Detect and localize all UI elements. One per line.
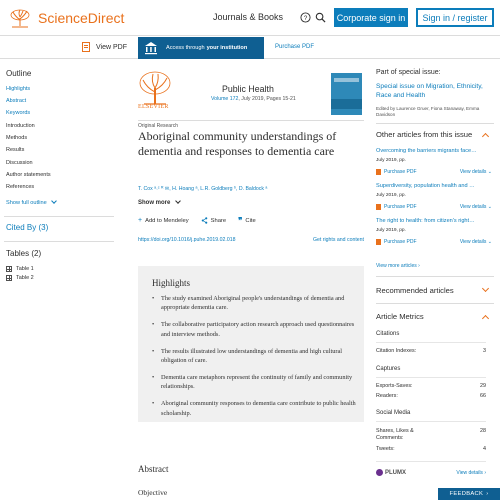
purchase-pdf-link[interactable] (376, 169, 417, 175)
chevron-up-icon (482, 133, 489, 140)
purchase-pdf-link[interactable] (376, 239, 417, 245)
tweets-row (376, 446, 486, 452)
social-media-label: Social Media (376, 410, 411, 416)
view-pdf-button[interactable] (82, 42, 127, 52)
view-details-label: View details (456, 470, 483, 476)
journal-volume (211, 96, 296, 102)
recommended-title: Recommended articles (376, 286, 454, 295)
plus-icon: + (138, 217, 143, 224)
volume-pages: , July 2019, Pages 15-21 (238, 96, 296, 102)
purchase-pdf-label: Purchase PDF (384, 169, 417, 175)
article-toolbar (0, 37, 500, 59)
purchase-pdf-label: Purchase PDF (384, 239, 417, 245)
sciencedirect-logo[interactable] (8, 8, 124, 28)
feedback-arrow-icon: › (486, 491, 489, 497)
author-list[interactable]: T. Cox ᵃ˒ᶜ ᴿ ✉, H. Hoang ᵃ, L.R. Goldberg ᵇ, D. Baldock ᵃ (138, 186, 268, 192)
highlight-item: • The study examined Aboriginal people's understandings of dementia and appropriate dementia care. (152, 294, 357, 313)
article-actions (138, 216, 256, 225)
cited-by-link[interactable]: Cited By (3) (6, 223, 49, 232)
outline-item-keywords[interactable]: Keywords (6, 110, 31, 116)
elsevier-logo-icon (138, 67, 172, 109)
special-issue-label: Part of special issue: (376, 69, 441, 76)
pdf-icon (82, 42, 91, 52)
access-prefix: Access through (166, 45, 205, 51)
citation-indexes-value: 3 (483, 348, 486, 354)
pdf-icon (376, 204, 381, 210)
feedback-label: FEEDBACK (449, 491, 484, 497)
table-1-label: Table 1 (16, 266, 34, 272)
outline-item-highlights[interactable]: Highlights (6, 86, 31, 92)
divider (376, 276, 494, 277)
shares-likes-row (376, 428, 486, 441)
help-icon[interactable] (298, 10, 312, 24)
divider (138, 120, 364, 121)
table-2-link[interactable] (6, 275, 34, 281)
highlights-box (138, 266, 364, 422)
tables-heading: Tables (2) (6, 249, 42, 258)
journal-title-link[interactable]: Public Health (222, 84, 274, 94)
cite-label: Cite (245, 217, 256, 224)
view-more-label: View more articles (376, 263, 417, 269)
share-label: Share (210, 217, 227, 224)
cover-title-band (334, 78, 359, 82)
view-details-link[interactable]: View details ⌄ (459, 204, 492, 210)
cover-bottom-band (331, 99, 362, 109)
purchase-pdf-link[interactable]: Purchase PDF (275, 44, 315, 50)
share-icon (201, 217, 208, 224)
tweets-label: Tweets: (376, 446, 395, 452)
table-1-link[interactable] (6, 266, 34, 272)
exports-saves-value: 29 (480, 383, 486, 389)
divider (376, 377, 486, 378)
exports-saves-label: Exports-Saves: (376, 383, 413, 389)
edited-by: Edited by Laurence Gruer, Fiona Stanaway, Emma Davidson (376, 106, 480, 117)
chevron-down-icon (51, 198, 57, 204)
svg-text:?: ? (303, 14, 307, 22)
doi-row (138, 237, 364, 243)
quote-icon: ❞ (238, 216, 243, 225)
outline-item-author-statements[interactable]: Author statements (6, 172, 51, 178)
institution-icon (144, 41, 158, 55)
citation-indexes-label: Citation Indexes: (376, 348, 417, 354)
signin-register-button[interactable]: Sign in / register (416, 8, 494, 27)
elsevier-tree-icon (8, 8, 32, 28)
other-article-date-3: July 2019, pp. (376, 228, 406, 233)
search-icon[interactable] (313, 10, 327, 24)
top-header (0, 0, 500, 36)
table-icon (6, 266, 12, 272)
view-pdf-label: View PDF (96, 43, 127, 51)
feedback-button[interactable] (438, 488, 500, 500)
pdf-icon (376, 169, 381, 175)
chevron-down-icon (175, 198, 181, 204)
view-details-label: View details (459, 239, 487, 245)
rights-content-link[interactable]: Get rights and content (312, 237, 364, 243)
exports-saves-row (376, 383, 486, 389)
outline-item-abstract[interactable]: Abstract (6, 98, 27, 104)
recommended-articles-toggle[interactable] (376, 286, 494, 295)
view-details-link[interactable]: View details › (456, 470, 486, 476)
table-2-label: Table 2 (16, 275, 34, 281)
other-article-title-3[interactable]: The right to health: from citizen's right… (376, 218, 475, 224)
journal-cover-image[interactable] (331, 73, 362, 115)
other-article-date-1: July 2019, pp. (376, 158, 406, 163)
plumx-icon (376, 469, 383, 476)
highlight-item: • Dementia care metaphors represent the continuity of family and community relationships. (152, 373, 357, 392)
highlights-list (152, 294, 357, 426)
purchase-pdf-link[interactable] (376, 204, 417, 210)
outline-item-discussion[interactable]: Discussion (6, 160, 33, 166)
view-details-link[interactable]: View details ⌄ (459, 239, 492, 245)
outline-item-results[interactable]: Results (6, 147, 25, 153)
cite-button[interactable] (238, 216, 256, 225)
tweets-value: 4 (483, 446, 486, 452)
pdf-icon (376, 239, 381, 245)
readers-row (376, 393, 486, 399)
other-articles-toggle[interactable] (376, 130, 494, 139)
add-mendeley-button[interactable] (138, 216, 189, 225)
outline-item-methods[interactable]: Methods (6, 135, 28, 141)
plumx-label: PLUMX (385, 469, 406, 476)
divider (376, 123, 494, 124)
chevron-up-icon (482, 315, 489, 322)
divider (4, 241, 114, 242)
highlight-item: • The results illustrated low understandings of dementia and high cultural obligation of care. (152, 347, 357, 366)
readers-value: 66 (480, 393, 486, 399)
corporate-signin-button[interactable]: Corporate sign in (334, 8, 408, 27)
divider (376, 303, 494, 304)
elsevier-wordmark: ELSEVIER (138, 104, 169, 110)
other-articles-title: Other articles from this issue (376, 130, 473, 139)
add-mendeley-label: Add to Mendeley (145, 217, 189, 224)
purchase-pdf-label: Purchase PDF (384, 204, 417, 210)
share-button[interactable] (201, 216, 226, 225)
divider (376, 461, 486, 462)
readers-label: Readers: (376, 393, 398, 399)
article-type: Original Research (138, 123, 179, 129)
show-more-label: Show more (138, 200, 171, 206)
volume-link[interactable]: Volume 172 (211, 96, 239, 102)
abstract-heading: Abstract (138, 464, 169, 474)
outline-item-introduction[interactable]: Introduction (6, 123, 35, 129)
show-full-outline-label: Show full outline (6, 200, 47, 206)
access-institution-button[interactable] (138, 37, 264, 59)
table-icon (6, 275, 12, 281)
outline-item-references[interactable]: References (6, 184, 35, 190)
other-article-title-2[interactable]: Superdiversity, population health and … (376, 183, 475, 189)
show-more-button[interactable] (138, 200, 180, 206)
other-article-title-1[interactable]: Overcoming the barriers migrants face… (376, 148, 477, 154)
divider (376, 342, 486, 343)
view-details-label: View details (459, 169, 487, 175)
access-bold: your institution (206, 45, 248, 51)
shares-likes-label: Shares, Likes & Comments: (376, 428, 414, 441)
outline-title: Outline (6, 69, 32, 78)
view-details-link[interactable]: View details ⌄ (459, 169, 492, 175)
view-details-label: View details (459, 204, 487, 210)
captures-label: Captures (376, 366, 401, 372)
special-issue-link[interactable]: Special issue on Migration, Ethnicity, Race and Health (376, 83, 483, 99)
highlight-item: • Aboriginal community responses to dementia care contribute to public health scholarship. (152, 399, 357, 418)
chevron-down-icon (482, 285, 489, 292)
show-full-outline-button[interactable] (6, 200, 56, 206)
plumx-logo[interactable] (376, 469, 406, 476)
article-title: Aboriginal community understandings of dementia and responses to dementia care (138, 129, 337, 158)
objective-heading: Objective (138, 488, 168, 497)
view-more-articles-link[interactable]: View more articles › (376, 263, 420, 269)
divider (4, 216, 114, 217)
metrics-title: Article Metrics (376, 312, 424, 321)
highlights-title: Highlights (152, 278, 191, 288)
doi-link[interactable]: https://doi.org/10.1016/j.puhe.2019.02.018 (138, 237, 236, 243)
article-metrics-toggle[interactable] (376, 312, 494, 321)
journal-header (138, 67, 364, 117)
logo-text: ScienceDirect (38, 10, 125, 26)
citations-label: Citations (376, 331, 400, 337)
shares-likes-value: 28 (480, 428, 486, 434)
other-article-date-2: July 2019, pp. (376, 193, 406, 198)
highlight-item: • The collaborative participatory action research approach used questionnaires and interview methods. (152, 320, 357, 339)
divider (376, 421, 486, 422)
citation-indexes-row (376, 348, 486, 354)
journals-books-link[interactable]: Journals & Books (213, 12, 284, 22)
